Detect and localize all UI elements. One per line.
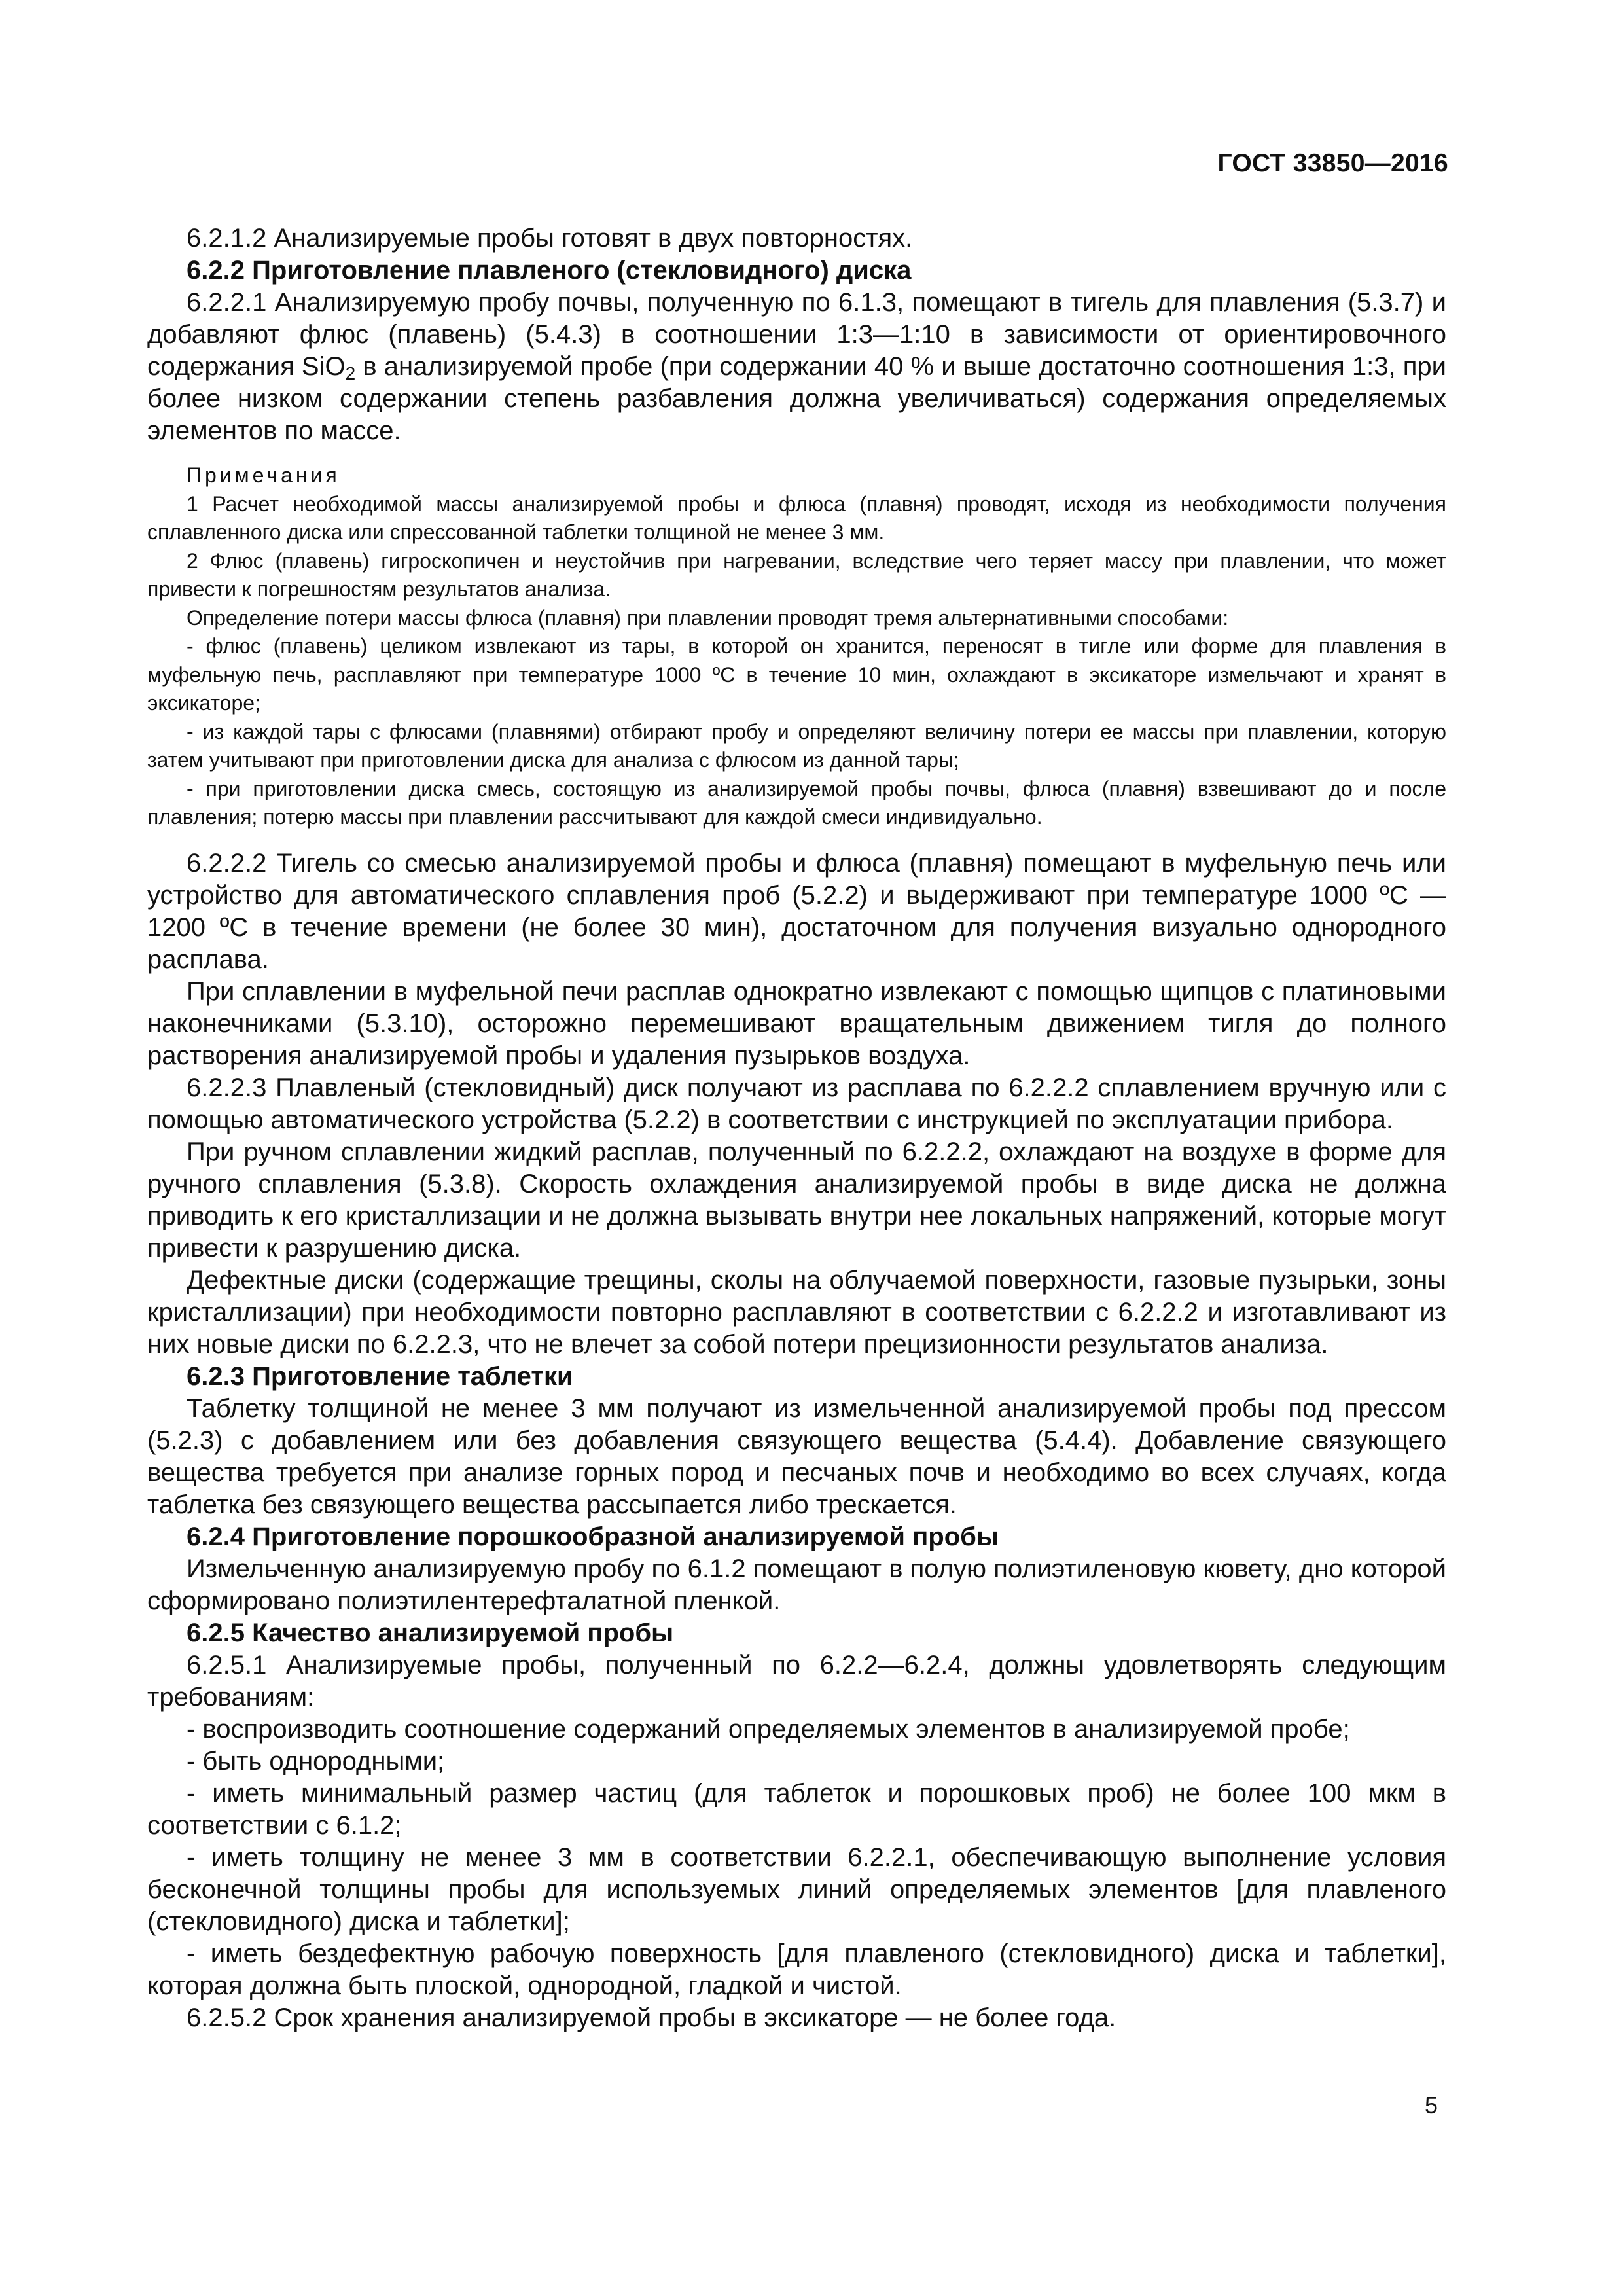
requirement-1: - воспроизводить соотношение содержаний определяемых элементов в анализируемой пробе; — [187, 1714, 1350, 1744]
notes-block — [147, 461, 1446, 832]
document-body — [147, 223, 1446, 2034]
paragraph-6-2-2-1-part2: в анализируемой пробе (при содержании 40 % и выше достаточно соотношения 1:3, при более низком содержании степень разбавления должна увеличиваться) содержания определяемых элементов по массе. — [147, 352, 1447, 445]
requirement-5: - иметь бездефектную рабочую поверхность [для плавленого (стекловидного) диска и таблетки], которая должна быть плоской, однородной, гладкой и чистой. — [147, 1939, 1446, 2000]
heading-6-2-3: 6.2.3 Приготовление таблетки — [187, 1361, 573, 1391]
heading-6-2-2: 6.2.2 Приготовление плавленого (стекловидного) диска — [187, 256, 912, 285]
standard-code: ГОСТ 33850—2016 — [1217, 149, 1448, 177]
requirement-2: - быть однородными; — [187, 1746, 445, 1776]
note-method-2: - из каждой тары с флюсами (плавнями) отбирают пробу и определяют величину потери ее массы при плавлении, которую затем учитывают при приготовлении диска для анализа с флюсом из данной тары; — [147, 719, 1446, 772]
note-2-methods: Определение потери массы флюса (плавня) при плавлении проводят тремя альтернативными способами: — [187, 605, 1229, 630]
note-method-3: - при приготовлении диска смесь, состоящую из анализируемой пробы почвы, флюса (плавня) взвешивают до и после плавления; потерю массы при плавлении рассчитывают для каждой смеси индивидуально. — [147, 776, 1446, 829]
paragraph-6-2-5-2: 6.2.5.2 Срок хранения анализируемой пробы в эксикаторе — не более года. — [187, 2003, 1116, 2032]
paragraph-6-2-2-1-part1: 6.2.2.1 Анализируемую пробу почвы, полученную по 6.1.3, помещают в тигель для плавления (5.3.7) и добавляют флюс (плавень) (5.4.3) в соотношении 1:3—1:10 в зависимости от ориентировочного содержания — [147, 288, 1446, 381]
paragraph-muffle-fusion: При сплавлении в муфельной печи расплав однократно извлекают с помощью щипцов с платиновыми наконечниками (5.3.10), осторожно перемешивают вращательным движением тигля до полного растворения анализируемой пробы и удаления пузырьков воздуха. — [147, 977, 1446, 1070]
paragraph-6-2-2-2: 6.2.2.2 Тигель со смесью анализируемой пробы и флюса (плавня) помещают в муфельную печь или устройство для автоматического сплавления проб (5.2.2) и выдерживают при температуре 1000 ºС — 1200 ºС в течение времени (не более 30 мин), достаточном для получения визуально однородного расплава. — [147, 848, 1446, 974]
paragraph-manual-fusion: При ручном сплавлении жидкий расплав, полученный по 6.2.2.2, охлаждают на воздухе в форме для ручного сплавления (5.3.8). Скорость охлаждения анализируемой пробы в виде диска не должна приводить к его кристаллизации и не должна вызывать внутри нее локальных напряжений, которые могут привести к разрушению диска. — [147, 1137, 1446, 1263]
formula-sio2: SiO$_2$ — [301, 352, 356, 384]
note-1: 1 Расчет необходимой массы анализируемой пробы и флюса (плавня) проводят, исходя из необходимости получения сплавленного диска или спрессованной таблетки толщиной не менее 3 мм. — [147, 492, 1446, 544]
heading-6-2-5: 6.2.5 Качество анализируемой пробы — [187, 1618, 674, 1647]
note-method-1: - флюс (плавень) целиком извлекают из тары, в которой он хранится, переносят в тигле или форме для плавления в муфельную печь, расплавляют при температуре 1000 ºС в течение 10 мин, охлаждают в эксикаторе измельчают и хранят в эксикаторе; — [147, 634, 1446, 715]
paragraph-6-2-2-3: 6.2.2.3 Плавленый (стекловидный) диск получают из расплава по 6.2.2.2 сплавлением вручную или с помощью автоматического устройства (5.2.2) в соответствии с инструкцией по эксплуатации прибора. — [147, 1073, 1446, 1134]
paragraph-6-2-2-1 — [147, 287, 1446, 447]
note-2: 2 Флюс (плавень) гигроскопичен и неустойчив при нагревании, вследствие чего теряет массу при плавлении, что может привести к погрешностям результатов анализа. — [147, 548, 1446, 601]
heading-6-2-4: 6.2.4 Приготовление порошкообразной анализируемой пробы — [187, 1522, 999, 1551]
paragraph-powder: Измельченную анализируемую пробу по 6.1.2 помещают в полую полиэтиленовую кювету, дно которой сформировано полиэтилентерефталатной пленкой. — [147, 1554, 1446, 1615]
paragraph-tablet: Таблетку толщиной не менее 3 мм получают из измельченной анализируемой пробы под прессом (5.2.3) с добавлением или без добавления связующего вещества (5.4.4). Добавление связующего вещества требуется при анализе горных пород и песчаных почв и необходимо во всех случаях, когда таблетка без связующего вещества рассыпается либо трескается. — [147, 1393, 1446, 1519]
paragraph-defective-disks: Дефектные диски (содержащие трещины, сколы на облучаемой поверхности, газовые пузырьки, зоны кристаллизации) при необходимости повторно расплавляют в соответствии с 6.2.2.2 и изготавливают из них новые диски по 6.2.2.3, что не влечет за собой потери прецизионности результатов анализа. — [147, 1265, 1446, 1359]
paragraph-6-2-5-1: 6.2.5.1 Анализируемые пробы, полученный по 6.2.2—6.2.4, должны удовлетворять следующим требованиям: — [147, 1650, 1446, 1712]
paragraph-6-2-1-2: 6.2.1.2 Анализируемые пробы готовят в двух повторностях. — [187, 224, 913, 253]
requirement-3: - иметь минимальный размер частиц (для таблеток и порошковых проб) не более 100 мкм в соответствии с 6.1.2; — [147, 1778, 1446, 1840]
page-number: 5 — [1424, 2092, 1438, 2119]
requirement-4: - иметь толщину не менее 3 мм в соответствии 6.2.2.1, обеспечивающую выполнение условия бесконечной толщины пробы для используемых линий определяемых элементов [для плавленого (стекловидного) диска и таблетки]; — [147, 1842, 1446, 1936]
notes-title: Примечания — [187, 463, 340, 487]
